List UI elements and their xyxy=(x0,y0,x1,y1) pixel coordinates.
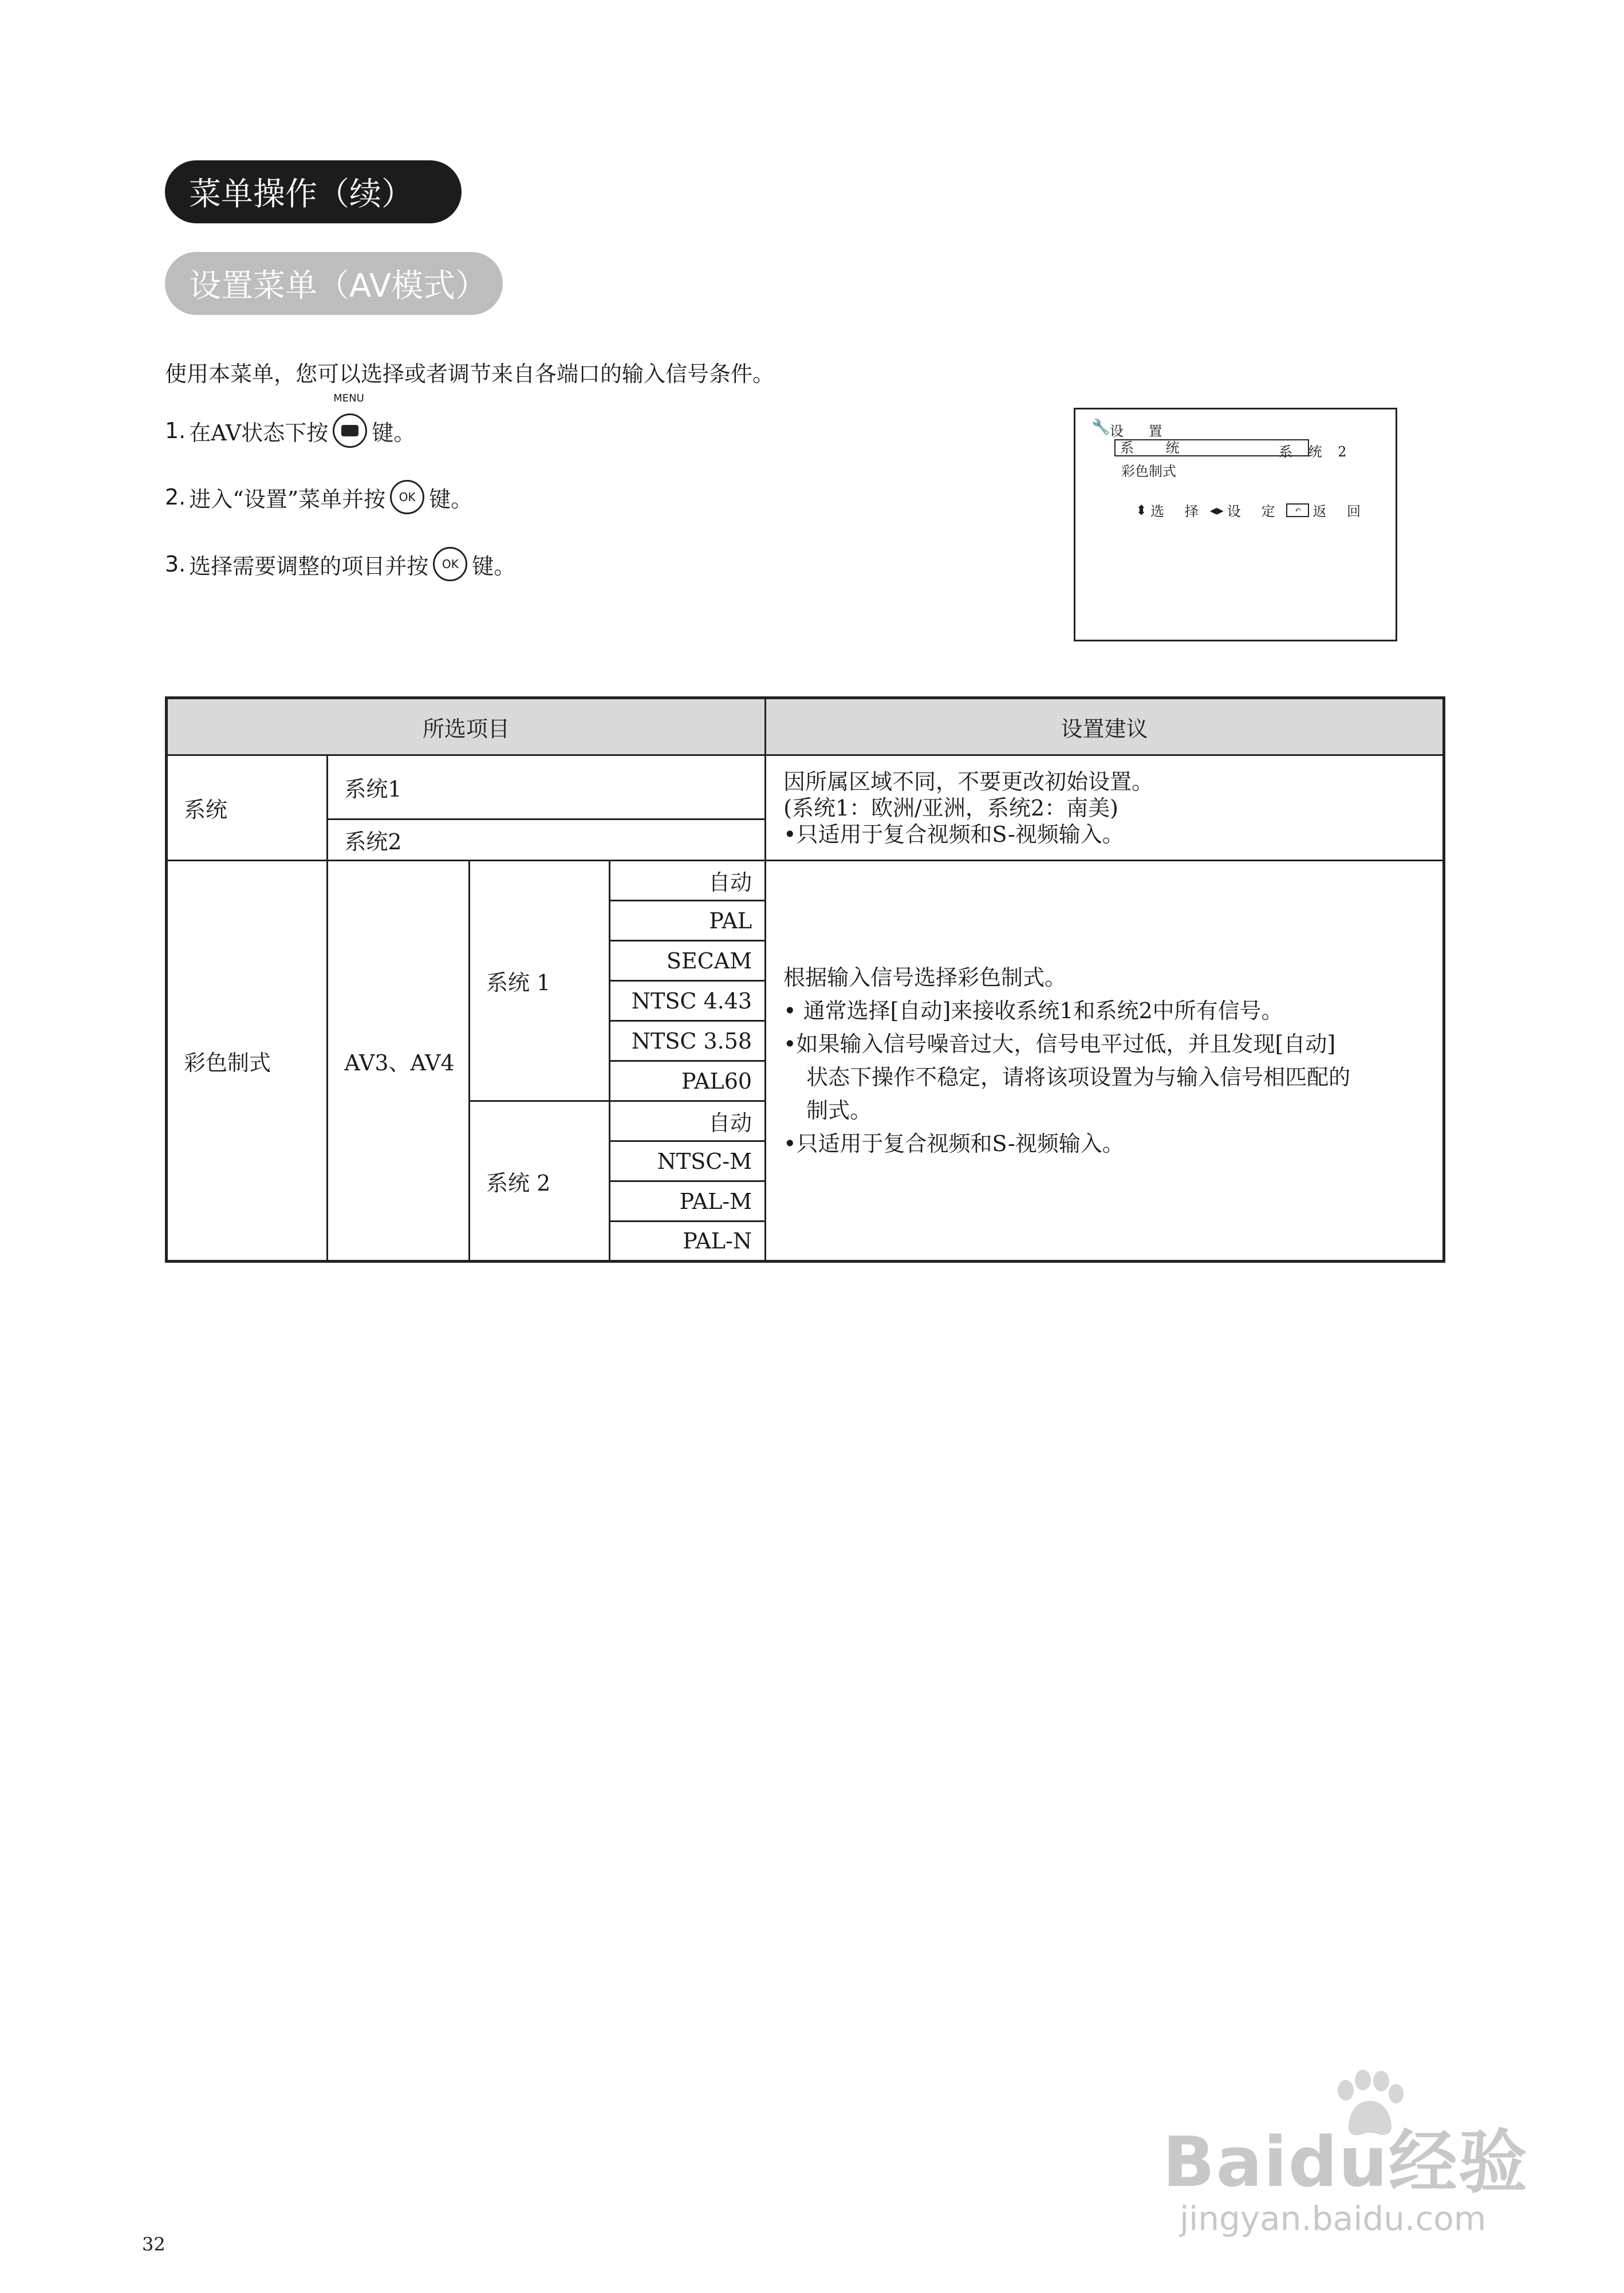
hint-set: 设 定 xyxy=(1227,503,1283,519)
system-advice xyxy=(766,755,1444,861)
color-option: PAL-M xyxy=(610,1181,766,1222)
advice-line: •如果输入信号噪音过大，信号电平过低，并且发现[自动] xyxy=(783,1031,1336,1057)
color-option: NTSC 3.58 xyxy=(610,1021,766,1061)
color-advice xyxy=(766,861,1444,1262)
step-2 xyxy=(165,480,472,514)
settings-table xyxy=(165,696,1445,1263)
step-1 xyxy=(165,392,416,448)
hint-return: 返 回 xyxy=(1312,503,1369,519)
section-subtitle: 设置菜单（AV模式） xyxy=(165,252,503,315)
advice-line: (系统1：欧洲/亚洲，系统2：南美) xyxy=(783,795,1118,821)
color-option: 自动 xyxy=(610,861,766,901)
header-selected-item: 所选项目 xyxy=(167,698,766,755)
system-label: 系统 xyxy=(167,755,328,861)
color-option: PAL-N xyxy=(610,1222,766,1262)
advice-line: 根据输入信号选择彩色制式。 xyxy=(783,965,1067,990)
color-option: 自动 xyxy=(610,1101,766,1141)
step-text: 选择需要调整的项目并按 xyxy=(189,553,429,579)
step-number: 1. xyxy=(165,418,186,443)
ok-button-icon: OK xyxy=(433,547,467,581)
advice-line: •只适用于复合视频和S-视频输入。 xyxy=(783,821,1124,847)
step-3 xyxy=(165,547,515,581)
color-inputs: AV3、AV4 xyxy=(328,861,470,1262)
advice-line: • 通常选择[自动]来接收系统1和系统2中所有信号。 xyxy=(783,998,1283,1023)
color-option: NTSC 4.43 xyxy=(610,981,766,1021)
step-number: 2. xyxy=(165,484,186,510)
advice-line: 制式。 xyxy=(806,1098,872,1123)
step-text: 进入“设置”菜单并按 xyxy=(189,486,386,512)
leftright-arrow-icon: ◂▸ xyxy=(1209,502,1224,518)
section-title: 菜单操作（续） xyxy=(165,160,462,223)
osd-hint-bar xyxy=(1136,500,1369,520)
osd-item-value: 系 统 2 xyxy=(1279,444,1353,460)
color-option: NTSC-M xyxy=(610,1141,766,1181)
osd-title: 设 置 xyxy=(1110,423,1173,439)
menu-button-label: MENU xyxy=(333,392,364,404)
header-advice: 设置建议 xyxy=(766,698,1444,755)
watermark-logo: Baidu经验 xyxy=(1162,2123,1528,2203)
intro-text: 使用本菜单，您可以选择或者调节来自各端口的输入信号条件。 xyxy=(165,361,775,387)
step-text-after: 键。 xyxy=(472,553,516,579)
osd-menu-screen xyxy=(1074,408,1397,641)
return-key-icon: ↶ xyxy=(1286,503,1309,517)
advice-line: 状态下操作不稳定，请将该项设置为与输入信号相匹配的 xyxy=(806,1065,1351,1090)
step-number: 3. xyxy=(165,551,186,577)
color-option: PAL xyxy=(610,901,766,941)
system-option: 系统2 xyxy=(328,820,766,861)
step-text: 在AV状态下按 xyxy=(189,420,329,446)
osd-selected-item: 系 统 xyxy=(1114,439,1309,456)
ok-button-icon: OK xyxy=(390,480,424,514)
osd-item: 彩色制式 xyxy=(1121,463,1176,479)
menu-button-icon xyxy=(333,392,367,448)
color-option: PAL60 xyxy=(610,1061,766,1101)
advice-line: •只适用于复合视频和S-视频输入。 xyxy=(783,1131,1124,1156)
baidu-watermark xyxy=(1162,2067,1552,2251)
color-system-2: 系统 2 xyxy=(470,1101,610,1262)
advice-line: 因所属区域不同，不要更改初始设置。 xyxy=(783,769,1154,794)
system-option: 系统1 xyxy=(328,755,766,820)
hint-select: 选 择 xyxy=(1150,503,1207,519)
color-option: SECAM xyxy=(610,941,766,981)
wrench-icon: 🔧 xyxy=(1091,419,1110,436)
step-text-after: 键。 xyxy=(429,486,473,512)
step-text-after: 键。 xyxy=(372,420,416,446)
color-system-1: 系统 1 xyxy=(470,861,610,1101)
watermark-url: jingyan.baidu.com xyxy=(1180,2199,1487,2238)
updown-arrow-icon: ⬍ xyxy=(1136,502,1148,518)
page-number: 32 xyxy=(142,2233,165,2255)
color-system-label: 彩色制式 xyxy=(167,861,328,1262)
